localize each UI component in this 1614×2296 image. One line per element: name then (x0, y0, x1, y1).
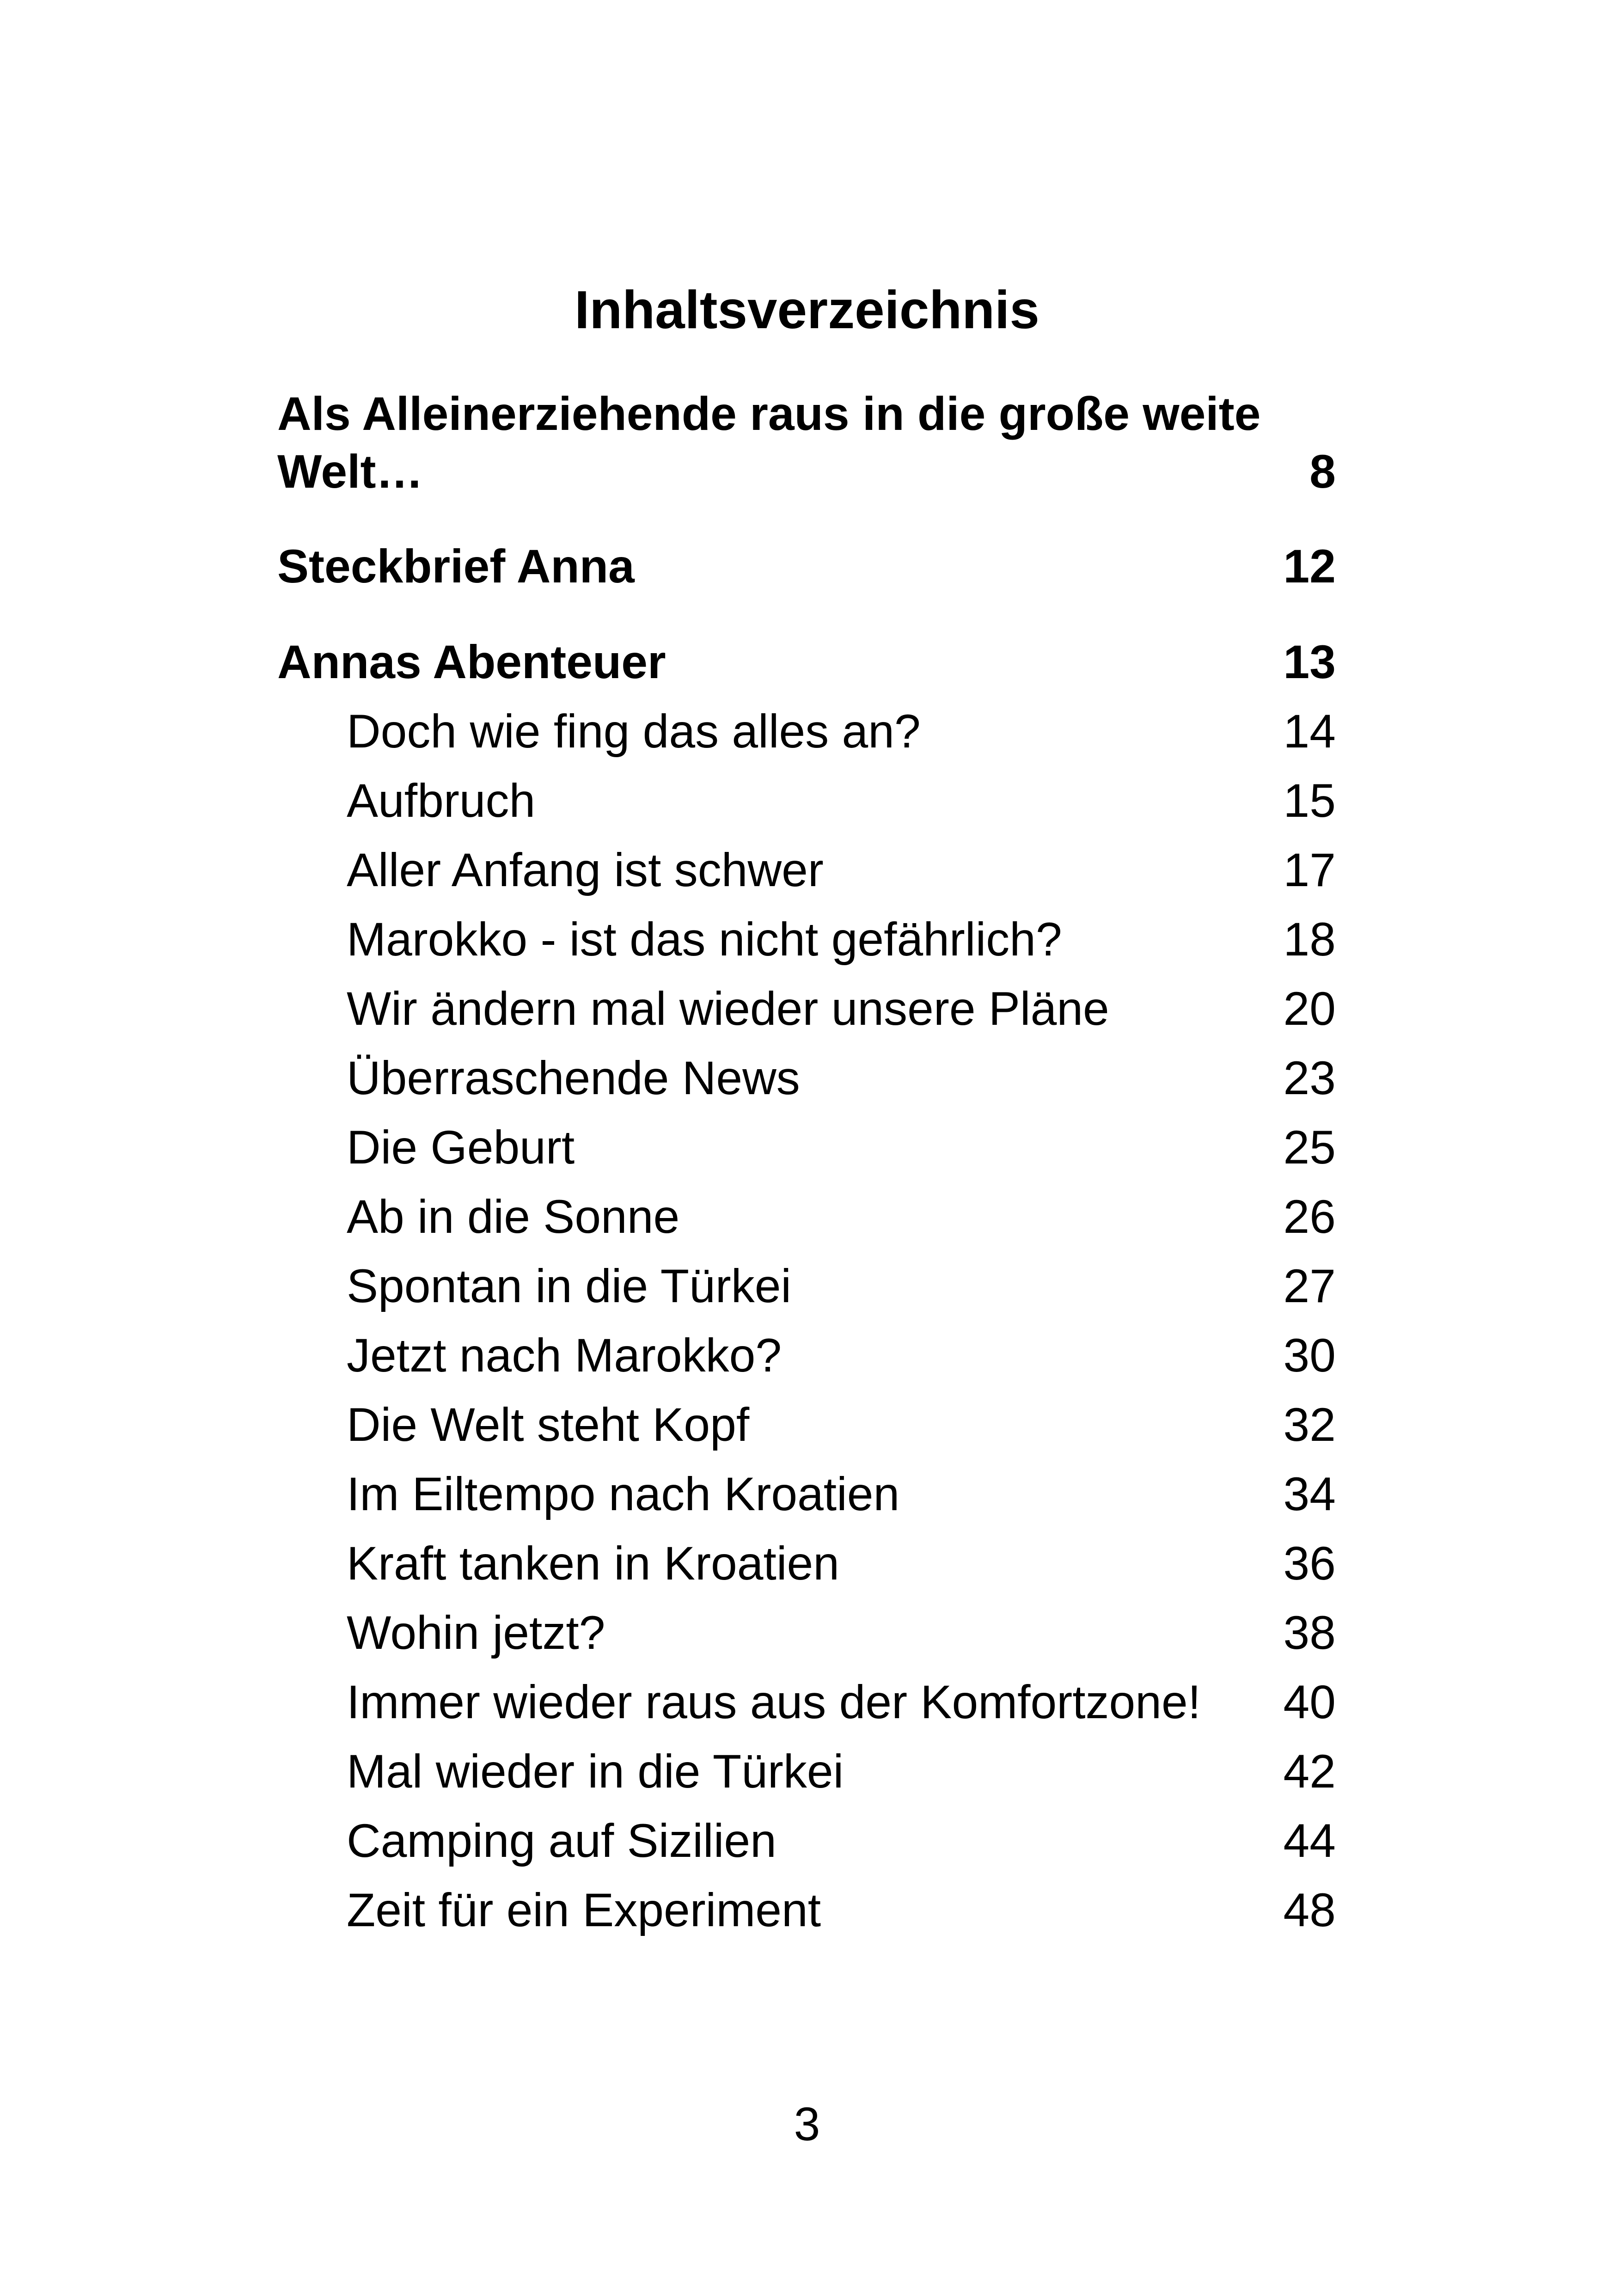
toc-entry-3 (277, 632, 1336, 692)
toc-subentry-label: Im Eiltempo nach Kroatien (347, 1468, 900, 1520)
toc-subentry-label: Überraschende News (347, 1052, 800, 1104)
toc-subentry-label: Zeit für ein Experiment (347, 1884, 821, 1936)
toc-entry-1 (277, 441, 1336, 502)
toc-entry-3-label: Annas Abenteuer (277, 636, 666, 688)
toc-subentry-label: Camping auf Sizilien (347, 1814, 776, 1867)
toc-subentry-page: 48 (1283, 1884, 1336, 1936)
toc-subentry (277, 1811, 1336, 1871)
toc-subentry-label: Doch wie fing das alles an? (347, 705, 921, 758)
toc-subentry-label: Die Geburt (347, 1121, 575, 1174)
toc-subentry-label: Ab in die Sonne (347, 1190, 680, 1243)
toc-subentry (277, 701, 1336, 761)
toc-subentry-label: Kraft tanken in Kroatien (347, 1537, 839, 1590)
toc-subentry-page: 25 (1283, 1121, 1336, 1174)
toc-subentry (277, 1464, 1336, 1524)
toc-subentry (277, 1880, 1336, 1940)
toc-subentry (277, 1187, 1336, 1247)
toc-subentry (277, 1672, 1336, 1732)
toc-subentry-page: 23 (1283, 1052, 1336, 1104)
toc-subentry (277, 1256, 1336, 1316)
toc-subentry (277, 1603, 1336, 1663)
toc-subentry-page: 26 (1283, 1190, 1336, 1243)
toc-subentry (277, 771, 1336, 831)
toc-subentry-page: 44 (1283, 1814, 1336, 1867)
toc-subentry-label: Wir ändern mal wieder unsere Pläne (347, 982, 1109, 1035)
toc-subentry-page: 15 (1283, 774, 1336, 827)
toc-subentry-page: 42 (1283, 1745, 1336, 1798)
toc-subentry-label: Mal wieder in die Türkei (347, 1745, 844, 1798)
toc-subentry (277, 840, 1336, 900)
toc-entry-1-page: 8 (1309, 445, 1336, 498)
toc-subentry-page: 14 (1283, 705, 1336, 758)
page-number: 3 (794, 2098, 820, 2150)
toc-subentry (277, 1533, 1336, 1593)
toc-entry-3-page: 13 (1283, 636, 1336, 688)
toc-subentry (277, 979, 1336, 1039)
toc-subentry-page: 32 (1283, 1398, 1336, 1451)
toc-subentry-page: 27 (1283, 1260, 1336, 1312)
toc-subentry-page: 17 (1283, 844, 1336, 896)
toc-subentry-label: Aller Anfang ist schwer (347, 844, 824, 896)
toc-subentry (277, 909, 1336, 969)
toc-subentry-label: Jetzt nach Marokko? (347, 1329, 782, 1382)
toc-subentry-page: 38 (1283, 1606, 1336, 1659)
toc-subentry-page: 30 (1283, 1329, 1336, 1382)
toc-subentry-label: Aufbruch (347, 774, 536, 827)
toc-subentry (277, 1741, 1336, 1801)
toc-subentry-page: 20 (1283, 982, 1336, 1035)
toc-entry-2 (277, 536, 1336, 596)
page-title: Inhaltsverzeichnis (575, 280, 1039, 340)
toc-entry-2-label: Steckbrief Anna (277, 540, 635, 593)
toc-subentry (277, 1048, 1336, 1108)
table-of-contents (277, 0, 1336, 2080)
toc-subentry (277, 1117, 1336, 1177)
toc-subentry-label: Spontan in die Türkei (347, 1260, 792, 1312)
toc-entry-1-line-1: Als Alleinerziehende raus in die große weite (277, 387, 1261, 440)
toc-subentry-page: 40 (1283, 1676, 1336, 1728)
toc-subentry (277, 1325, 1336, 1385)
toc-subentry-page: 34 (1283, 1468, 1336, 1520)
toc-subentry-page: 18 (1283, 913, 1336, 966)
toc-subentry-label: Marokko - ist das nicht gefährlich? (347, 913, 1062, 966)
toc-entry-2-page: 12 (1283, 540, 1336, 593)
toc-subentry-page: 36 (1283, 1537, 1336, 1590)
toc-subentry (277, 1395, 1336, 1455)
toc-subentry-label: Immer wieder raus aus der Komfortzone! (347, 1676, 1201, 1728)
toc-entry-1-label: Welt… (277, 445, 423, 498)
toc-subentry-label: Die Welt steht Kopf (347, 1398, 750, 1451)
toc-subentry-label: Wohin jetzt? (347, 1606, 605, 1659)
